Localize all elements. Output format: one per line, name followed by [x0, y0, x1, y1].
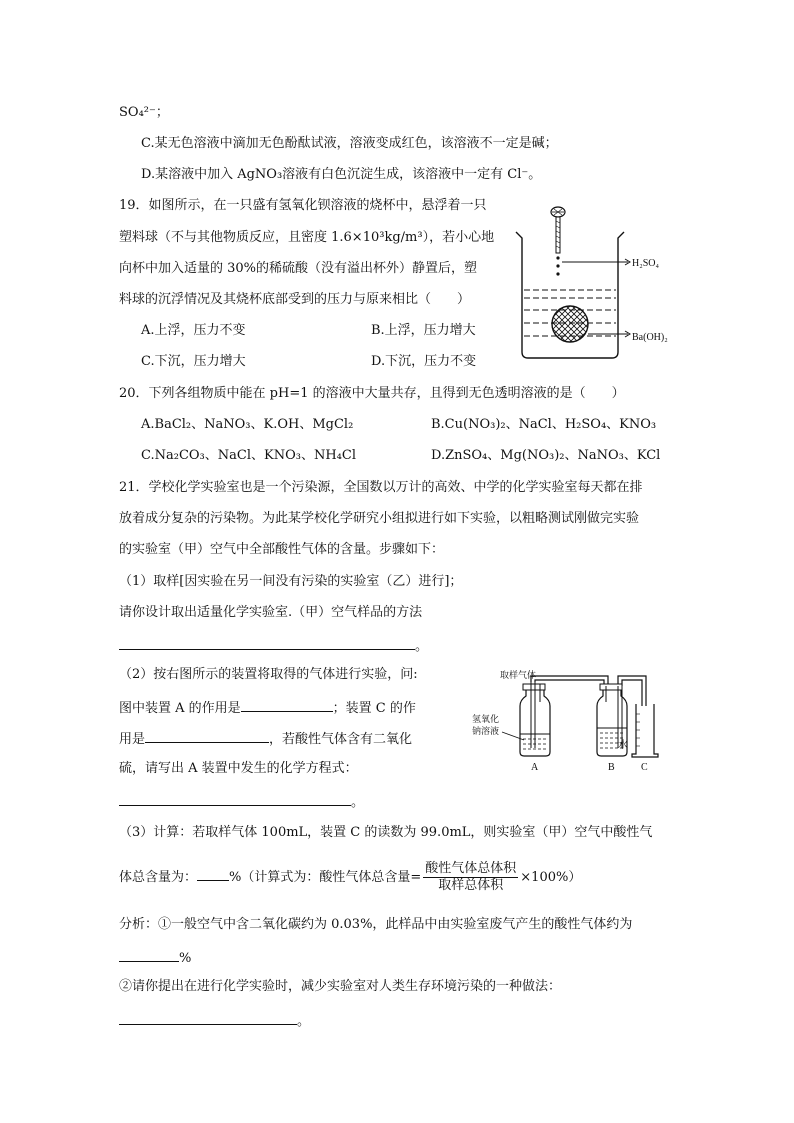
answer-blank-acid-gas[interactable]	[119, 947, 179, 962]
q18-option-d: D.某溶液中加入 AgNO₃溶液有白色沉淀生成，该溶液中一定有 Cl⁻。	[141, 167, 542, 182]
q19-stem-line4: 料球的沉浮情况及其烧杯底部受到的压力与原来相比（ ）	[119, 292, 471, 307]
label-h2so4: H₂SO₄	[632, 258, 659, 269]
answer-blank-method	[119, 1010, 297, 1025]
q21-step2-line3: 用是 ，若酸性气体含有二氧化	[119, 728, 412, 749]
q21-step2-answer-line[interactable]: 。	[119, 791, 364, 812]
q21-step3-line2: 体总含量为： %（计算式为：酸性气体总含量= $\frac{\text{酸性气体总体积}}{\text{取样总体积}}$ ×100%）	[119, 861, 582, 893]
q19-stem-line1: 19．如图所示，在一只盛有氢氧化钡溶液的烧杯中，悬浮着一只	[119, 198, 487, 213]
q21-step3-line1: （3）计算：若取样气体 100mL，装置 C 的读数为 99.0mL，则实验室（甲）空气中酸性气	[119, 825, 653, 840]
q21-step1-answer-line[interactable]: 。	[119, 635, 428, 656]
label-b: B	[608, 762, 615, 773]
label-sample-gas: 取样气体	[500, 671, 537, 681]
q21-stem-line2: 放着成分复杂的污染物。为此某学校化学研究小组拟进行如下实验，以粗略测试刚做完实验	[119, 511, 640, 526]
q21-step2-line2: 图中装置 A 的作用是 ；装置 C 的作	[119, 697, 416, 718]
formula-fraction	[423, 861, 518, 894]
q18-option-c: C.某无色溶液中滴加无色酚酞试液，溶液变成红色，该溶液不一定是碱；	[141, 136, 558, 151]
answer-blank-a-purpose[interactable]	[241, 697, 333, 712]
q21-analysis-line2: ②请你提出在进行化学实验时，减少实验室对人类生存环境污染的一种做法：	[119, 979, 562, 994]
answer-blank-c-purpose[interactable]	[145, 728, 269, 743]
q21-analysis-answer: %	[119, 947, 191, 968]
q21-analysis-line1: 分析：①一般空气中含二氧化碳约为 0.03%，此样品中由实验室废气产生的酸性气体约为	[119, 917, 633, 932]
fraction-numerator: 酸性气体总体积	[425, 861, 517, 876]
dropper-icon	[551, 207, 565, 276]
apparatus-figure	[468, 662, 668, 774]
q19-stem-line2: 塑料球（不与其他物质反应，且密度 1.6×10³kg/m³），若小心地	[119, 230, 495, 245]
q21-step2-line1: （2）按右图所示的装置将取得的气体进行实验，问:	[119, 667, 418, 682]
label-baoh2: Ba(OH)₂	[632, 332, 668, 343]
q21-analysis-answer-line[interactable]: 。	[119, 1010, 310, 1031]
label-water: 水	[618, 740, 628, 751]
q21-stem-line1: 21．学校化学实验室也是一个污染源，全国数以万计的高效、中学的化学实验室每天都在排	[119, 480, 643, 495]
answer-blank-total[interactable]	[197, 866, 229, 881]
answer-blank	[119, 635, 415, 650]
label-naoh: 氢氧化钠溶液	[472, 715, 500, 737]
q21-step2-line4: 硫，请写出 A 装置中发生的化学方程式：	[119, 761, 358, 776]
q19-stem-line3: 向杯中加入适量的 30%的稀硫酸（没有溢出杯外）静置后，塑	[119, 261, 478, 276]
q21-step1: （1）取样[因实验在另一间没有污染的实验室（乙）进行]；	[119, 574, 463, 589]
label-c: C	[641, 762, 648, 773]
q20-option-a: A.BaCl₂、NaNO₃、K.OH、MgCl₂	[141, 417, 354, 432]
q18-tail: SO₄²⁻；	[119, 105, 169, 120]
q19-option-d: D.下沉，压力不变	[371, 354, 477, 369]
q19-option-c: C.下沉，压力增大	[141, 354, 246, 369]
q19-option-b: B.上浮，压力增大	[371, 323, 476, 338]
q20-option-c: C.Na₂CO₃、NaCl、KNO₃、NH₄Cl	[141, 448, 356, 463]
q20-stem: 20．下列各组物质中能在 pH=1 的溶液中大量共存，且得到无色透明溶液的是（ ）	[119, 386, 625, 401]
cylinder-c	[632, 704, 658, 757]
q21-step1-question: 请你设计取出适量化学实验室.（甲）空气样品的方法	[119, 605, 423, 620]
q20-option-d: D.ZnSO₄、Mg(NO₃)₂、NaNO₃、KCl	[431, 448, 661, 463]
label-a: A	[531, 762, 539, 773]
beaker-figure	[508, 206, 688, 366]
q21-stem-line3: 的实验室（甲）空气中全部酸性气体的含量。步骤如下：	[119, 542, 445, 557]
fraction-denominator: 取样总体积	[438, 878, 504, 893]
q20-option-b: B.Cu(NO₃)₂、NaCl、H₂SO₄、KNO₃	[431, 417, 657, 432]
q19-option-a: A.上浮，压力不变	[141, 323, 246, 338]
plastic-ball	[552, 306, 588, 342]
answer-blank-equation	[119, 791, 351, 806]
